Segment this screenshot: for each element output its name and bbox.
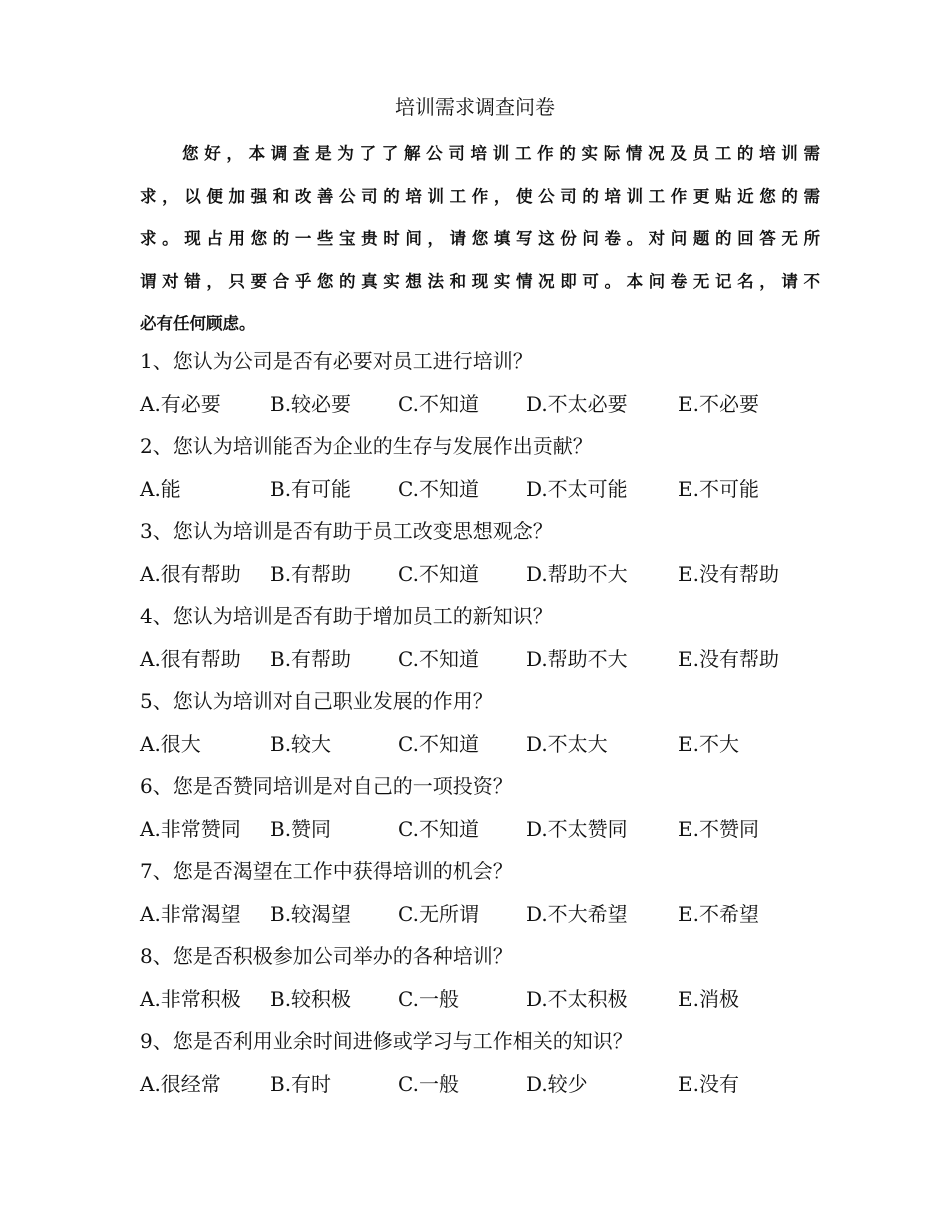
option-b: B.较积极	[270, 986, 352, 1011]
option-b: B.赞同	[270, 816, 332, 841]
option-row	[140, 383, 860, 426]
question-list	[140, 340, 860, 1105]
option-e: E.不必要	[678, 391, 759, 416]
option-e: E.消极	[678, 986, 739, 1011]
option-e: E.没有帮助	[678, 561, 779, 586]
option-a: A.很大	[140, 731, 201, 756]
option-a: A.有必要	[140, 391, 221, 416]
option-b: B.较大	[270, 731, 332, 756]
page-title: 培训需求调查问卷	[395, 95, 555, 119]
option-a: A.很有帮助	[140, 561, 241, 586]
option-b: B.较必要	[270, 391, 352, 416]
option-row	[140, 1063, 860, 1106]
question-text: 9、您是否利用业余时间进修或学习与工作相关的知识？	[140, 1029, 633, 1053]
option-row	[140, 978, 860, 1021]
option-e: E.没有	[678, 1071, 739, 1096]
intro-line: 谓对错，只要合乎您的真实想法和现实情况即可。本问卷无记名，请不	[140, 271, 820, 291]
option-d: D.不太必要	[526, 391, 628, 416]
option-c: C.不知道	[398, 561, 479, 586]
option-e: E.不大	[678, 731, 739, 756]
option-c: C.不知道	[398, 646, 479, 671]
option-row	[140, 468, 860, 511]
option-e: E.不赞同	[678, 816, 759, 841]
question-text: 8、您是否积极参加公司举办的各种培训？	[140, 944, 513, 968]
option-a: A.能	[140, 476, 181, 501]
option-c: C.无所谓	[398, 901, 479, 926]
option-row	[140, 893, 860, 936]
option-b: B.有帮助	[270, 646, 352, 671]
option-d: D.帮助不大	[526, 561, 628, 586]
question-text: 6、您是否赞同培训是对自己的一项投资？	[140, 774, 513, 798]
question-text: 1、您认为公司是否有必要对员工进行培训？	[140, 349, 533, 373]
option-a: A.非常积极	[140, 986, 241, 1011]
question-text: 5、您认为培训对自己职业发展的作用？	[140, 689, 493, 713]
option-b: B.有时	[270, 1071, 332, 1096]
option-b: B.有帮助	[270, 561, 352, 586]
question-text: 4、您认为培训是否有助于增加员工的新知识？	[140, 604, 553, 628]
option-d: D.较少	[526, 1071, 588, 1096]
option-c: C.一般	[398, 986, 459, 1011]
option-d: D.不大希望	[526, 901, 628, 926]
option-e: E.没有帮助	[678, 646, 779, 671]
option-d: D.不太大	[526, 731, 608, 756]
option-a: A.非常赞同	[140, 816, 241, 841]
option-row	[140, 638, 860, 681]
option-b: B.较渴望	[270, 901, 352, 926]
question-text: 3、您认为培训是否有助于员工改变思想观念？	[140, 519, 553, 543]
option-b: B.有可能	[270, 476, 352, 501]
intro-line: 求，以便加强和改善公司的培训工作，使公司的培训工作更贴近您的需	[140, 186, 820, 206]
option-e: E.不希望	[678, 901, 759, 926]
option-c: C.不知道	[398, 731, 479, 756]
option-c: C.不知道	[398, 816, 479, 841]
option-e: E.不可能	[678, 476, 759, 501]
option-d: D.不太积极	[526, 986, 628, 1011]
option-c: C.不知道	[398, 476, 479, 501]
option-a: A.很经常	[140, 1071, 221, 1096]
question-text: 7、您是否渴望在工作中获得培训的机会？	[140, 859, 513, 883]
intro-line: 必有任何顾虑。	[140, 314, 256, 333]
intro-line: 您好，本调查是为了了解公司培训工作的实际情况及员工的培训需	[182, 144, 820, 163]
option-a: A.非常渴望	[140, 901, 241, 926]
option-row	[140, 808, 860, 851]
option-d: D.不太可能	[526, 476, 628, 501]
option-c: C.不知道	[398, 391, 479, 416]
option-d: D.不太赞同	[526, 816, 628, 841]
option-row	[140, 723, 860, 766]
option-d: D.帮助不大	[526, 646, 628, 671]
intro-paragraph	[140, 133, 820, 346]
question-text: 2、您认为培训能否为企业的生存与发展作出贡献？	[140, 434, 593, 458]
option-c: C.一般	[398, 1071, 459, 1096]
option-a: A.很有帮助	[140, 646, 241, 671]
option-row	[140, 553, 860, 596]
intro-line: 求。现占用您的一些宝贵时间，请您填写这份问卷。对问题的回答无所	[140, 229, 820, 248]
